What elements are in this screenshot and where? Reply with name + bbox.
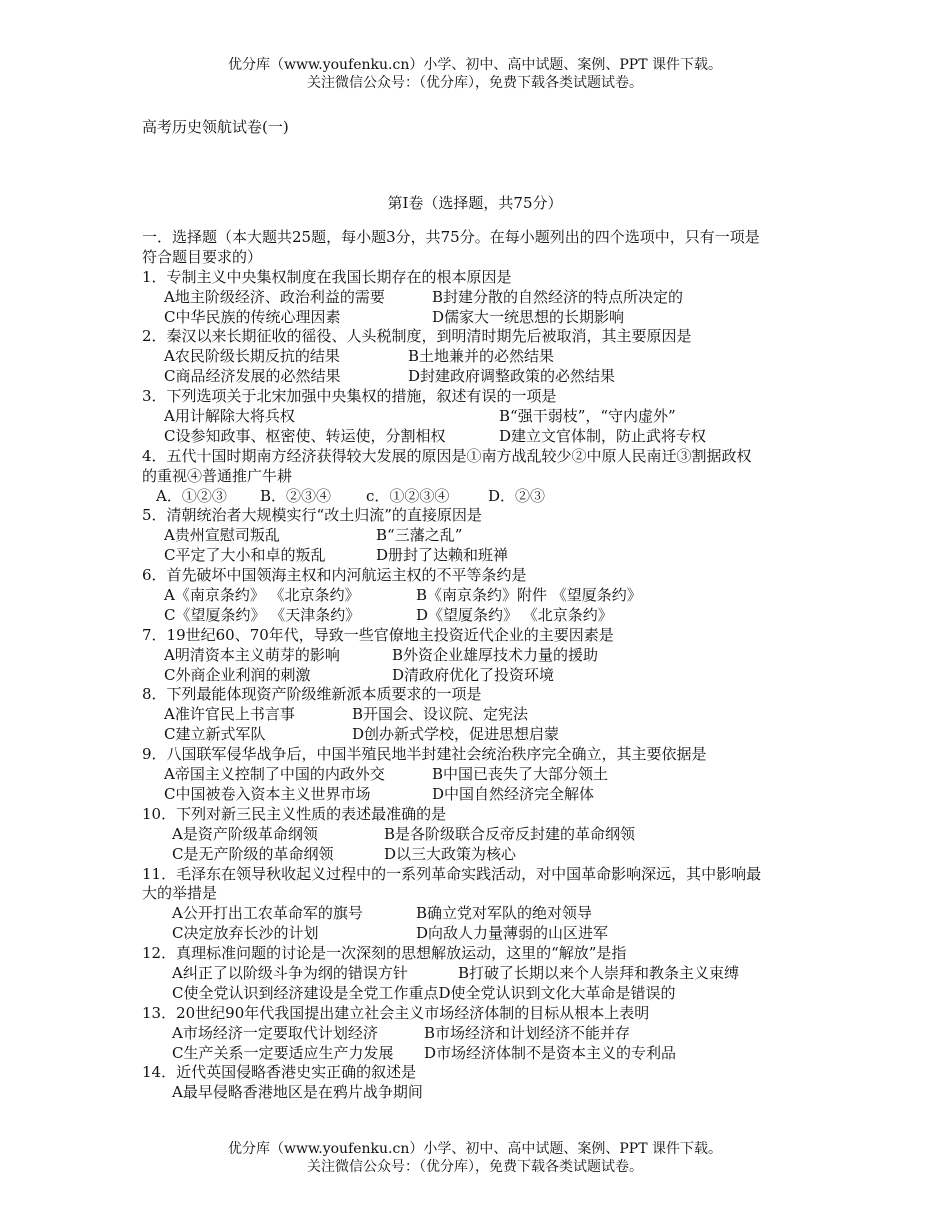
option-d: D《望厦条约》 《北京条约》 xyxy=(416,605,613,624)
option-row xyxy=(142,666,822,686)
option-row xyxy=(142,487,822,507)
option-b: B外资企业雄厚技术力量的援助 xyxy=(392,645,599,664)
option-b: B封建分散的自然经济的特点所决定的 xyxy=(432,287,684,306)
instructions-line-2: 符合题目要求的） xyxy=(142,247,263,266)
option-d: D儒家大一统思想的长期影响 xyxy=(432,307,625,326)
question-stem: 10．下列对新三民主义性质的表述最准确的是 xyxy=(142,804,447,823)
option-d: D市场经济体制不是资本主义的专利品 xyxy=(424,1043,677,1062)
document-title: 高考历史领航试卷(一) xyxy=(142,118,289,136)
option-a: A《南京条约》 《北京条约》 xyxy=(164,586,360,605)
option-c: C设参知政事、枢密使、转运使，分割相权 xyxy=(164,426,446,445)
option-row xyxy=(142,1044,822,1064)
option-b: B是各阶级联合反帝反封建的革命纲领 xyxy=(384,824,636,843)
question-stem: 5．清朝统治者大规模实行“改土归流”的直接原因是 xyxy=(142,506,482,525)
option-c: C商品经济发展的必然结果 xyxy=(164,367,341,386)
option-b: B确立党对军队的绝对领导 xyxy=(416,904,593,923)
option-a: A农民阶级长期反抗的结果 xyxy=(164,347,340,366)
option-d: D向敌人力量薄弱的山区进军 xyxy=(416,924,609,943)
page-footer xyxy=(0,1140,950,1176)
option-d: D创办新式学校，促进思想启蒙 xyxy=(352,725,560,744)
option-d: D封建政府调整政策的必然结果 xyxy=(408,367,616,386)
option-row xyxy=(142,308,822,328)
option-b: B市场经济和计划经济不能并存 xyxy=(424,1023,631,1042)
option-d: D以三大政策为核心 xyxy=(384,844,517,863)
option-d: D中国自然经济完全解体 xyxy=(432,784,595,803)
option-c: C使全党认识到经济建设是全党工作重点 xyxy=(172,983,439,1002)
option-row xyxy=(142,347,822,367)
option-c: C外商企业利润的刺激 xyxy=(164,665,311,684)
option-row xyxy=(142,1083,822,1103)
option-row xyxy=(142,367,822,387)
option-b: B“强干弱枝”，“守内虚外” xyxy=(499,407,676,426)
option-row xyxy=(142,785,822,805)
option-d: D清政府优化了投资环境 xyxy=(392,665,555,684)
question-stem-line-1: 11．毛泽东在领导秋收起义过程中的一系列革命实践活动，对中国革命影响深远，其中影响最 xyxy=(142,864,762,883)
option-b: B．②③④ xyxy=(260,486,332,505)
page-header xyxy=(0,56,950,92)
option-a: A纠正了以阶级斗争为纲的错误方针 xyxy=(172,963,408,982)
option-a: A是资产阶级革命纲领 xyxy=(172,824,318,843)
question-stem-line-2: 的重视④普通推广牛耕 xyxy=(142,466,293,485)
option-row xyxy=(142,646,822,666)
option-a: A．①②③ xyxy=(156,486,227,505)
question-stem: 8．下列最能体现资产阶级维新派本质要求的一项是 xyxy=(142,685,482,704)
footer-line-2: 关注微信公众号：（优分库），免费下载各类试题试卷。 xyxy=(307,1159,643,1175)
option-a: A市场经济一定要取代计划经济 xyxy=(172,1023,378,1042)
option-b: B“三藩之乱” xyxy=(376,526,463,545)
option-d: D．②③ xyxy=(488,486,546,505)
question-stem: 14．近代英国侵略香港史实正确的叙述是 xyxy=(142,1063,417,1082)
question-stem: 2．秦汉以来长期征收的徭役、人头税制度，到明清时期先后被取消，其主要原因是 xyxy=(142,327,692,346)
question-stem: 1．专制主义中央集权制度在我国长期存在的根本原因是 xyxy=(142,267,512,286)
option-c: C是无产阶级的革命纲领 xyxy=(172,844,334,863)
option-b: B《南京条约》附件 《望厦条约》 xyxy=(416,586,642,605)
option-row xyxy=(142,964,822,984)
question-stem: 3．下列选项关于北宋加强中央集权的措施，叙述有误的一项是 xyxy=(142,387,557,406)
option-b: B打破了长期以来个人崇拜和教条主义束缚 xyxy=(458,963,740,982)
option-d: D册封了达赖和班禅 xyxy=(376,546,509,565)
option-row xyxy=(142,427,822,447)
question-stem: 13．20世纪90年代我国提出建立社会主义市场经济体制的目标从根本上表明 xyxy=(142,1003,650,1022)
option-a: A帝国主义控制了中国的内政外交 xyxy=(164,765,385,784)
option-row xyxy=(142,606,822,626)
option-c: C生产关系一定要适应生产力发展 xyxy=(172,1043,394,1062)
option-row xyxy=(142,705,822,725)
option-c: C建立新式军队 xyxy=(164,725,266,744)
option-d: D建立文官体制，防止武将专权 xyxy=(499,426,707,445)
option-a: A公开打出工农革命军的旗号 xyxy=(172,904,363,923)
question-stem: 12．真理标准问题的讨论是一次深刻的思想解放运动，这里的“解放”是指 xyxy=(142,944,627,963)
option-row xyxy=(142,904,822,924)
option-c: c．①②③④ xyxy=(366,486,450,505)
option-b: B土地兼并的必然结果 xyxy=(408,347,555,366)
option-c: C平定了大小和卓的叛乱 xyxy=(164,546,326,565)
exam-content xyxy=(142,228,822,1103)
question-stem: 9．八国联军侵华战争后，中国半殖民地半封建社会统治秩序完全确立，其主要依据是 xyxy=(142,745,707,764)
option-row xyxy=(142,1024,822,1044)
question-stem-line-2: 大的举措是 xyxy=(142,884,218,903)
option-a: A最早侵略香港地区是在鸦片战争期间 xyxy=(172,1083,423,1102)
option-b: B开国会、设议院、定宪法 xyxy=(352,705,529,724)
question-stem: 7．19世纪60、70年代，导致一些官僚地主投资近代企业的主要因素是 xyxy=(142,625,614,644)
option-d: D使全党认识到文化大革命是错误的 xyxy=(438,983,676,1002)
question-stem: 6．首先破坏中国领海主权和内河航运主权的不平等条约是 xyxy=(142,566,527,585)
option-row xyxy=(142,526,822,546)
option-c: C《望厦条约》 《天津条约》 xyxy=(164,605,361,624)
question-stem-line-1: 4．五代十国时期南方经济获得较大发展的原因是①南方战乱较少②中原人民南迁③割据政权 xyxy=(142,446,752,465)
option-row xyxy=(142,546,822,566)
option-row xyxy=(142,765,822,785)
option-a: A用计解除大将兵权 xyxy=(164,407,295,426)
footer-line-1: 优分库（www.youfenku.cn）小学、初中、高中试题、案例、PPT 课件下载。 xyxy=(227,1141,722,1157)
option-b: B中国已丧失了大部分领土 xyxy=(432,765,609,784)
section-title: 第Ⅰ卷（选择题，共75分） xyxy=(387,194,563,212)
option-row xyxy=(142,407,822,427)
option-a: A准许官民上书言事 xyxy=(164,705,295,724)
option-row xyxy=(142,725,822,745)
option-c: C中华民族的传统心理因素 xyxy=(164,307,341,326)
instructions-line-1: 一．选择题（本大题共25题，每小题3分，共75分。在每小题列出的四个选项中，只有一项是 xyxy=(142,228,760,246)
option-c: C决定放弃长沙的计划 xyxy=(172,924,319,943)
option-row xyxy=(142,984,822,1004)
option-row xyxy=(142,288,822,308)
option-a: A地主阶级经济、政治利益的需要 xyxy=(164,287,385,306)
option-row xyxy=(142,586,822,606)
header-line-1: 优分库（www.youfenku.cn）小学、初中、高中试题、案例、PPT 课件下载。 xyxy=(227,57,722,73)
option-a: A明清资本主义萌芽的影响 xyxy=(164,645,340,664)
option-row xyxy=(142,845,822,865)
option-row xyxy=(142,825,822,845)
option-a: A贵州宣慰司叛乱 xyxy=(164,526,280,545)
option-c: C中国被卷入资本主义世界市场 xyxy=(164,784,371,803)
option-row xyxy=(142,924,822,944)
header-line-2: 关注微信公众号：（优分库），免费下载各类试题试卷。 xyxy=(307,75,643,91)
